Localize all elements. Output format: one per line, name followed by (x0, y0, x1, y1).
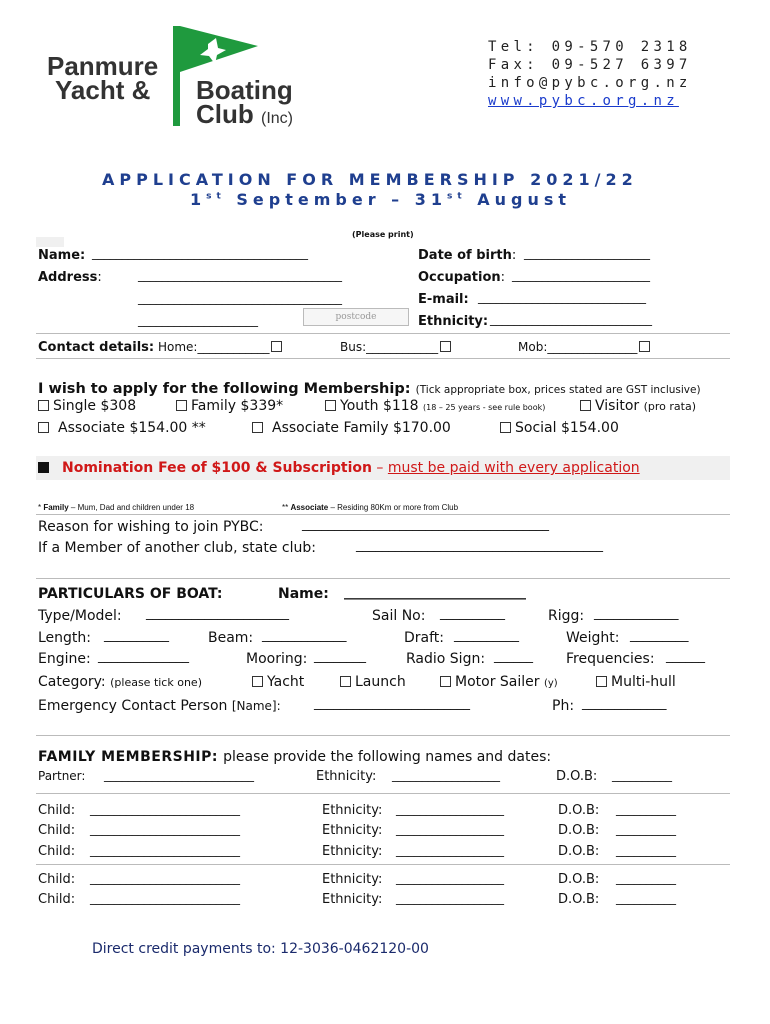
other-club-label: If a Member of another club, state club: (38, 540, 316, 556)
option-associate[interactable] (38, 420, 206, 436)
social-label: Social $154.00 (515, 420, 619, 436)
option-yacht[interactable] (252, 674, 304, 690)
reason-field[interactable]: ______________________________________ (302, 517, 549, 532)
family-dob-field[interactable]: __________ (616, 843, 676, 857)
home-label: Home: (157, 340, 198, 354)
social-checkbox[interactable] (500, 422, 511, 433)
star-icon: * (38, 503, 44, 512)
nomination-must: must be paid with every application (387, 460, 640, 476)
boat-name-label: Name: (278, 586, 329, 602)
child-label: Child: (38, 823, 76, 838)
visitor-note: (pro rata) (643, 400, 696, 413)
family-ethnicity-label: Ethnicity: (322, 844, 383, 859)
family-ethnicity-label: Ethnicity: (322, 872, 383, 887)
subtitle-sup: st (446, 191, 467, 202)
subtitle-sup: st (206, 191, 226, 202)
boat-heading: PARTICULARS OF BOAT: (38, 586, 223, 602)
email-field[interactable]: ____________________________ (478, 290, 646, 304)
partner-label: Partner: (38, 769, 86, 783)
associate-footnote (282, 503, 458, 512)
associate-family-label: Associate Family $170.00 (272, 420, 451, 436)
child-label: Child: (38, 872, 76, 887)
divider (36, 864, 730, 865)
boat-name-field[interactable]: __________________________ (344, 584, 526, 600)
fax-text: Fax: 09-527 6397 (488, 57, 692, 73)
family-dob-label: D.O.B: (558, 844, 600, 859)
associate-checkbox[interactable] (38, 422, 49, 433)
option-motor-sailer[interactable] (440, 674, 558, 690)
family-ethnicity-label: Ethnicity: (322, 892, 383, 907)
youth-label: Youth $118 (340, 398, 419, 414)
bus-field[interactable]: ____________ (366, 340, 439, 354)
logo-inc: (Inc) (261, 110, 293, 127)
family-heading (38, 746, 551, 765)
occupation-label (418, 270, 505, 285)
family-ethnicity-field[interactable]: __________________ (396, 802, 504, 816)
page-title: APPLICATION FOR MEMBERSHIP 2021/22 (102, 170, 638, 189)
address-field-3[interactable]: ____________________ (138, 313, 258, 327)
option-single[interactable] (38, 398, 136, 414)
engine-field[interactable]: ______________ (98, 649, 189, 664)
option-associate-family[interactable] (252, 420, 451, 436)
divider (36, 735, 730, 736)
family-dob-label: D.O.B: (558, 892, 600, 907)
ethnicity-label: Ethnicity: (418, 314, 489, 329)
emergency-label-text: Emergency Contact Person (38, 698, 228, 714)
emergency-note: [Name]: (231, 699, 281, 713)
bus-row (340, 340, 455, 354)
family-dob-label: D.O.B: (558, 872, 600, 887)
ethnicity-field[interactable]: ___________________________ (490, 312, 652, 326)
email-link[interactable]: info@pybc.org.nz (488, 75, 692, 91)
ph-label: Ph: (552, 698, 575, 714)
motor-sailer-label: Motor Sailer (455, 674, 540, 690)
family-heading-text: FAMILY MEMBERSHIP: (38, 749, 218, 765)
page-subtitle (190, 190, 571, 209)
address-label (38, 270, 102, 285)
family-name-field[interactable]: _________________________ (90, 871, 240, 885)
radio-field[interactable]: ______ (494, 649, 533, 664)
divider (36, 358, 730, 359)
beam-field[interactable]: _____________ (262, 628, 347, 643)
logo-panmure: Panmure (47, 51, 159, 81)
multihull-label: Multi-hull (611, 674, 676, 690)
associate-note-text: – Residing 80Km or more from Club (328, 503, 459, 512)
category-label (38, 674, 202, 690)
family-note-bold: Family (43, 503, 69, 512)
membership-heading-text: I wish to apply for the following Membership: (38, 381, 411, 397)
nomination-fee: Nomination Fee of $100 & Subscription (62, 460, 372, 476)
dob-label-text: Date of birth (418, 248, 512, 263)
multihull-checkbox[interactable] (596, 676, 607, 687)
weight-label: Weight: (566, 630, 620, 646)
freq-field[interactable]: ______ (666, 649, 705, 664)
visitor-checkbox[interactable] (580, 400, 591, 411)
family-ethnicity-field[interactable]: __________________ (396, 822, 504, 836)
family-checkbox[interactable] (176, 400, 187, 411)
option-family[interactable] (176, 398, 283, 414)
family-dob-field[interactable]: __________ (616, 871, 676, 885)
category-note: (please tick one) (110, 676, 202, 689)
mob-row (518, 340, 654, 354)
address-field-1[interactable]: __________________________________ (138, 268, 342, 282)
family-ethnicity-label: Ethnicity: (316, 769, 377, 784)
family-name-field[interactable]: _________________________ (90, 822, 240, 836)
engine-label: Engine: (38, 651, 91, 667)
membership-heading-note: (Tick appropriate box, prices stated are GST inclusive) (415, 384, 701, 396)
divider (36, 333, 730, 334)
divider (36, 514, 730, 515)
contact-details-row (38, 340, 286, 355)
visitor-label: Visitor (595, 398, 640, 414)
family-ethnicity-label: Ethnicity: (322, 803, 383, 818)
type-label: Type/Model: (38, 608, 122, 624)
reason-label: Reason for wishing to join PYBC: (38, 519, 264, 535)
website-link[interactable]: www.pybc.org.nz (488, 93, 679, 109)
associate-note-bold: Associate (290, 503, 329, 512)
child-label: Child: (38, 803, 76, 818)
child-label: Child: (38, 844, 76, 859)
family-dob-field[interactable]: __________ (616, 822, 676, 836)
type-field[interactable]: ______________________ (146, 606, 289, 621)
nomination-text (62, 460, 640, 476)
family-dob-field[interactable]: __________ (616, 802, 676, 816)
name-label-shade (36, 237, 64, 247)
mob-label: Mob: (518, 340, 548, 354)
family-name-field[interactable]: _________________________ (90, 891, 240, 905)
subtitle-part: 1 (190, 190, 207, 209)
option-multihull[interactable] (596, 674, 676, 690)
family-name-field[interactable]: _________________________ (104, 768, 254, 782)
home-checkbox[interactable] (271, 341, 282, 352)
family-heading-sub: please provide the following names and dates: (223, 749, 552, 765)
length-label: Length: (38, 630, 92, 646)
emergency-label (38, 698, 281, 714)
contact-block (488, 38, 692, 110)
divider (36, 793, 730, 794)
postcode-field[interactable]: postcode (303, 308, 409, 326)
beam-label: Beam: (208, 630, 254, 646)
rigg-label: Rigg: (548, 608, 585, 624)
yacht-checkbox[interactable] (252, 676, 263, 687)
dob-colon: : (511, 248, 517, 263)
logo-club (196, 101, 293, 132)
option-youth[interactable] (325, 398, 545, 414)
sail-field[interactable]: __________ (440, 606, 505, 621)
bullet-icon (38, 462, 49, 473)
occupation-label-text: Occupation (418, 270, 501, 285)
address-colon: : (97, 270, 102, 285)
weight-field[interactable]: _________ (630, 628, 689, 643)
logo-yacht: Yacht & (55, 75, 151, 105)
family-dob-label: D.O.B: (558, 823, 600, 838)
freq-label: Frequencies: (566, 651, 655, 667)
address-field-2[interactable]: __________________________________ (138, 291, 342, 305)
bus-checkbox[interactable] (440, 341, 451, 352)
family-dob-label: D.O.B: (558, 803, 600, 818)
dob-field[interactable]: _____________________ (524, 246, 650, 260)
family-name-field[interactable]: _________________________ (90, 802, 240, 816)
category-label-text: Category: (38, 674, 106, 690)
home-field[interactable]: ____________ (197, 340, 270, 354)
family-dob-field[interactable]: __________ (612, 768, 672, 782)
address-label-text: Address (38, 270, 98, 285)
family-ethnicity-field[interactable]: __________________ (392, 768, 500, 782)
single-label: Single $308 (53, 398, 137, 414)
family-dob-label: D.O.B: (556, 769, 598, 784)
family-ethnicity-field[interactable]: __________________ (396, 891, 504, 905)
membership-heading (38, 378, 701, 397)
other-club-field[interactable]: ______________________________________ (356, 538, 603, 553)
family-footnote (38, 503, 194, 512)
family-label: Family $339* (191, 398, 284, 414)
dob-label (418, 248, 516, 263)
name-label: Name: (38, 248, 86, 263)
divider (36, 578, 730, 579)
radio-label: Radio Sign: (406, 651, 486, 667)
family-dob-field[interactable]: __________ (616, 891, 676, 905)
logo-club-word: Club (196, 99, 254, 129)
please-print-note: (Please print) (352, 230, 414, 239)
motor-sailer-checkbox[interactable] (440, 676, 451, 687)
logo-boating: Boating (196, 75, 293, 105)
youth-note: (18 – 25 years - see rule book) (423, 403, 546, 412)
family-note-text: – Mum, Dad and children under 18 (68, 503, 195, 512)
family-name-field[interactable]: _________________________ (90, 843, 240, 857)
child-label: Child: (38, 892, 76, 907)
name-field[interactable]: ____________________________________ (92, 246, 308, 260)
subtitle-part: August (466, 190, 572, 209)
launch-checkbox[interactable] (340, 676, 351, 687)
ph-field[interactable]: _____________ (582, 696, 667, 711)
mob-checkbox[interactable] (639, 341, 650, 352)
yacht-label: Yacht (267, 674, 305, 690)
mob-field[interactable]: _______________ (547, 340, 638, 354)
emergency-field[interactable]: ________________________ (314, 696, 470, 711)
draft-label: Draft: (404, 630, 445, 646)
nomination-dash: – (371, 460, 388, 476)
length-field[interactable]: __________ (104, 628, 169, 643)
associate-family-checkbox[interactable] (252, 422, 263, 433)
motor-sailer-note: (y) (543, 678, 558, 689)
rigg-field[interactable]: _____________ (594, 606, 679, 621)
youth-checkbox[interactable] (325, 400, 336, 411)
family-ethnicity-field[interactable]: __________________ (396, 843, 504, 857)
mooring-label: Mooring: (246, 651, 308, 667)
email-label: E-mail: (418, 292, 469, 307)
sail-label: Sail No: (372, 608, 426, 624)
single-checkbox[interactable] (38, 400, 49, 411)
family-ethnicity-label: Ethnicity: (322, 823, 383, 838)
bus-label: Bus: (340, 340, 367, 354)
occupation-colon: : (500, 270, 506, 285)
subtitle-part: September – 31 (225, 190, 447, 209)
phone-text: Tel: 09-570 2318 (488, 39, 692, 55)
mooring-field[interactable]: ________ (314, 649, 366, 664)
family-ethnicity-field[interactable]: __________________ (396, 871, 504, 885)
draft-field[interactable]: __________ (454, 628, 519, 643)
option-social[interactable] (500, 420, 619, 436)
star-icon: ** (282, 503, 291, 512)
option-launch[interactable] (340, 674, 406, 690)
launch-label: Launch (355, 674, 406, 690)
payment-text: Direct credit payments to: 12-3036-0462120-00 (92, 941, 429, 957)
contact-details-label: Contact details: (38, 340, 155, 355)
occupation-field[interactable]: _______________________ (512, 268, 650, 282)
option-visitor[interactable] (580, 398, 696, 414)
associate-label: Associate $154.00 ** (58, 420, 206, 436)
